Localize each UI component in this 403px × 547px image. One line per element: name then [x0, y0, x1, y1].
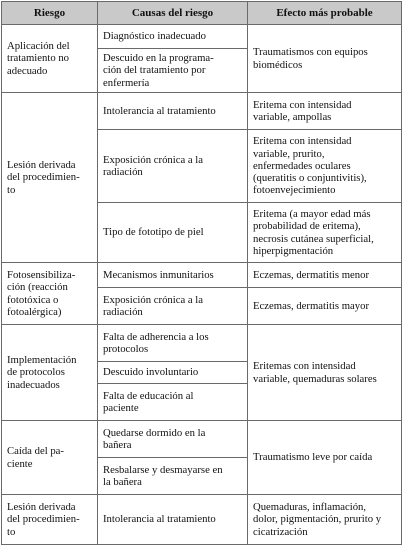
- effect-cell: Eritemas con intensidad variable, quemaduras solares: [248, 325, 402, 421]
- risk-table: [1, 1, 402, 545]
- cause-cell: Exposición crónica a la radiación: [98, 130, 248, 203]
- cause-cell: Diagnóstico inadecuado: [98, 25, 248, 49]
- cause-cell: Quedarse dormido en la bañera: [98, 421, 248, 458]
- table-row: [2, 495, 402, 545]
- risk-table-container: [1, 1, 401, 545]
- table-row: [2, 25, 402, 49]
- cause-cell: Falta de educación al paciente: [98, 384, 248, 421]
- risk-cell: Aplicación del tratamiento no adecuado: [2, 25, 98, 93]
- header-causas: Causas del riesgo: [98, 2, 248, 25]
- table-row: [2, 421, 402, 458]
- cause-cell: Intolerancia al tratamiento: [98, 495, 248, 545]
- cause-cell: Descuido en la programa- ción del tratamiento por enfermería: [98, 49, 248, 93]
- cause-cell: Tipo de fototipo de piel: [98, 203, 248, 263]
- header-riesgo: Riesgo: [2, 2, 98, 25]
- risk-cell: Caída del pa- ciente: [2, 421, 98, 495]
- table-row: [2, 263, 402, 288]
- effect-cell: Eritema con intensidad variable, prurito, enfermedades oculares (queratitis o conjuntivitis), fotoenvejecimiento: [248, 130, 402, 203]
- cause-cell: Mecanismos inmunitarios: [98, 263, 248, 288]
- cause-cell: Exposición crónica a la radiación: [98, 288, 248, 325]
- risk-cell: Fotosensibiliza- ción (reacción fototóxica o fotoalérgica): [2, 263, 98, 325]
- cause-cell: Falta de adherencia a los protocolos: [98, 325, 248, 362]
- cause-cell: Intolerancia al tratamiento: [98, 93, 248, 130]
- table-row: [2, 93, 402, 130]
- risk-cell: Implementación de protocolos inadecuados: [2, 325, 98, 421]
- effect-cell: Traumatismo leve por caída: [248, 421, 402, 495]
- cause-cell: Resbalarse y desmayarse en la bañera: [98, 458, 248, 495]
- header-efecto: Efecto más probable: [248, 2, 402, 25]
- effect-cell: Eritema con intensidad variable, ampollas: [248, 93, 402, 130]
- risk-cell: Lesión derivada del procedimien- to: [2, 93, 98, 263]
- effect-cell: Quemaduras, inflamación, dolor, pigmentación, prurito y cicatrización: [248, 495, 402, 545]
- effect-cell: Eritema (a mayor edad más probabilidad de eritema), necrosis cutánea superficial, hiperpigmentación: [248, 203, 402, 263]
- effect-cell: Eczemas, dermatitis menor: [248, 263, 402, 288]
- table-row: [2, 325, 402, 362]
- cause-cell: Descuido involuntario: [98, 362, 248, 384]
- header-row: [2, 2, 402, 25]
- effect-cell: Eczemas, dermatitis mayor: [248, 288, 402, 325]
- risk-cell: Lesión derivada del procedimien- to: [2, 495, 98, 545]
- effect-cell: Traumatismos con equipos biomédicos: [248, 25, 402, 93]
